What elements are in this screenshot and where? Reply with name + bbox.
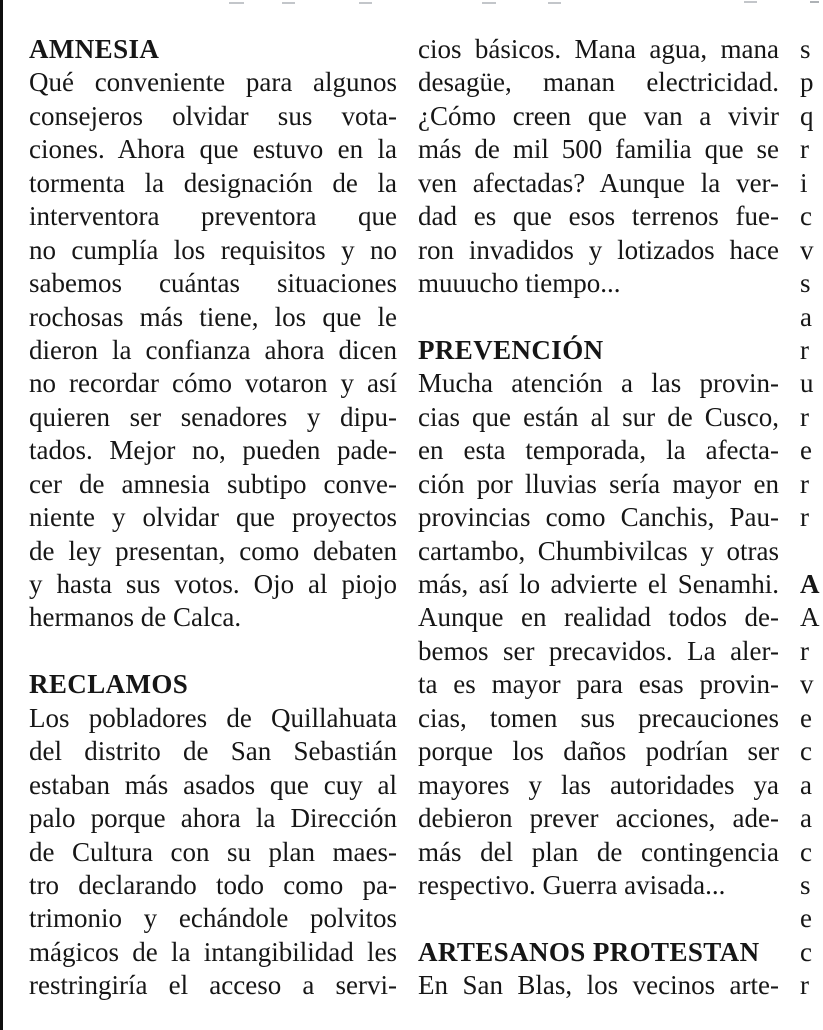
text-line: s xyxy=(800,268,811,299)
text-line: r xyxy=(800,468,809,499)
text-line: Mucha atención a las provin- xyxy=(418,368,779,399)
text-line: más de mil 500 familia que se xyxy=(418,134,779,165)
text-line: quieren ser senadores y dipu- xyxy=(29,401,397,432)
text-line: en esta temporada, la afecta- xyxy=(418,435,779,466)
text-line: cartambo, Chumbivilcas y otras xyxy=(418,535,779,566)
section-heading: ARTESANOS PROTESTAN xyxy=(418,936,760,967)
text-line: ven afectadas? Aunque la ver- xyxy=(418,167,779,198)
text-line: estaban más asados que cuy al xyxy=(29,769,397,800)
text-line: y hasta sus votos. Ojo al piojo xyxy=(29,569,397,599)
text-line: Los pobladores de Quillahuata xyxy=(29,702,397,733)
text-line: más, así lo advierte el Senamhi. xyxy=(418,569,779,599)
text-column-left xyxy=(29,33,397,1003)
text-line: tados. Mejor no, pueden pade- xyxy=(29,435,397,466)
text-line: A xyxy=(800,602,820,633)
text-line: tro declarando todo como pa- xyxy=(29,869,397,900)
top-scan-artifact xyxy=(810,1,819,3)
left-scan-edge-bar xyxy=(0,0,3,1030)
text-line: palo porque ahora la Dirección xyxy=(29,803,397,834)
text-line: r xyxy=(800,970,809,1001)
text-line: r xyxy=(800,334,809,365)
text-line: e xyxy=(800,435,812,466)
text-line: c xyxy=(800,836,812,867)
section-heading: PREVENCIÓN xyxy=(418,334,604,365)
text-line: tormenta la designación de la xyxy=(29,167,397,198)
blank-line xyxy=(418,301,779,334)
text-line: Qué conveniente para algunos xyxy=(29,67,397,98)
text-line: u xyxy=(800,368,814,399)
text-line: cias que están al sur de Cusco, xyxy=(418,401,779,432)
text-line: c xyxy=(800,201,812,232)
top-scan-artifact xyxy=(359,2,372,4)
text-line: a xyxy=(800,301,812,332)
text-line: En San Blas, los vecinos arte- xyxy=(418,970,779,1001)
text-line: consejeros olvidar sus vota- xyxy=(29,100,397,131)
top-scan-artifact xyxy=(482,2,496,4)
text-line: más del plan de contingencia xyxy=(418,836,779,867)
blank-line xyxy=(800,535,823,568)
text-line: e xyxy=(800,702,812,733)
text-line: ron invadidos y lotizados hace xyxy=(418,234,779,265)
text-line: restringiría el acceso a servi- xyxy=(29,970,397,1001)
text-line: provincias como Canchis, Pau- xyxy=(418,502,779,533)
text-line: ción por lluvias sería mayor en xyxy=(418,468,779,499)
top-scan-artifact xyxy=(229,2,244,4)
text-line: c xyxy=(800,736,812,767)
text-line: e xyxy=(800,903,812,934)
text-column-middle xyxy=(418,33,779,1003)
text-line: rochosas más tiene, los que le xyxy=(29,301,397,332)
text-line: q xyxy=(800,100,814,131)
text-line: s xyxy=(800,34,811,64)
text-line: mágicos de la intangibilidad les xyxy=(29,936,397,967)
section-heading: A xyxy=(800,569,820,599)
text-line: no cumplía los requisitos y no xyxy=(29,234,397,265)
text-line: ta es mayor para esas provin- xyxy=(418,669,779,700)
text-line: trimonio y echándole polvitos xyxy=(29,903,397,934)
text-line: cios básicos. Mana agua, mana xyxy=(418,34,779,64)
text-line: porque los daños podrían ser xyxy=(418,736,779,767)
text-line: sabemos cuántas situaciones xyxy=(29,268,397,299)
text-line: v xyxy=(800,234,814,265)
text-line: ciones. Ahora que estuvo en la xyxy=(29,134,397,165)
section-heading: AMNESIA xyxy=(29,34,160,64)
text-line: i xyxy=(800,167,808,198)
text-line: de ley presentan, como debaten xyxy=(29,535,397,566)
blank-line xyxy=(418,902,779,935)
text-line: interventora preventora que xyxy=(29,201,397,232)
text-line: p xyxy=(800,67,814,98)
text-line: ¿Cómo creen que van a vivir xyxy=(418,100,779,131)
text-line: dieron la confianza ahora dicen xyxy=(29,334,397,365)
text-line: del distrito de San Sebastián xyxy=(29,736,397,767)
text-line: r xyxy=(800,401,809,432)
text-line: bemos ser precavidos. La aler- xyxy=(418,635,779,666)
text-line: hermanos de Calca. xyxy=(29,602,242,633)
top-scan-artifact xyxy=(548,2,561,4)
text-line: s xyxy=(800,869,811,900)
section-heading: RECLAMOS xyxy=(29,669,189,700)
blank-line xyxy=(29,635,397,668)
text-line: de Cultura con su plan maes- xyxy=(29,836,397,867)
text-line: cias, tomen sus precauciones xyxy=(418,702,779,733)
text-line: r xyxy=(800,502,809,533)
top-scan-artifact xyxy=(282,2,295,4)
text-line: mayores y las autoridades ya xyxy=(418,769,779,800)
text-line: muuucho tiempo... xyxy=(418,268,621,299)
text-column-right-clipped xyxy=(800,33,823,1003)
text-line: a xyxy=(800,803,812,834)
text-line: dad es que esos terrenos fue- xyxy=(418,201,779,232)
text-line: r xyxy=(800,635,809,666)
text-line: respectivo. Guerra avisada... xyxy=(418,869,726,900)
text-line: cer de amnesia subtipo conve- xyxy=(29,468,397,499)
text-line: no recordar cómo votaron y así xyxy=(29,368,397,399)
text-line: desagüe, manan electricidad. xyxy=(418,67,779,98)
text-line: r xyxy=(800,134,809,165)
top-scan-artifact xyxy=(744,1,757,3)
text-line: a xyxy=(800,769,812,800)
text-line: niente y olvidar que proyectos xyxy=(29,502,397,533)
text-line: c xyxy=(800,936,812,967)
text-line: debieron prever acciones, ade- xyxy=(418,803,779,834)
text-line: Aunque en realidad todos de- xyxy=(418,602,779,633)
text-line: v xyxy=(800,669,814,700)
